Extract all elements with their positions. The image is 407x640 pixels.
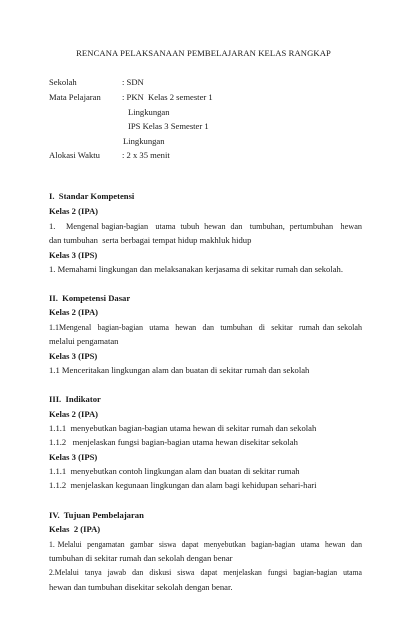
section3-item1: 1.1.1 menyebutkan bagian-bagian utama hewan di sekitar rumah dan sekolah xyxy=(49,423,317,433)
section3-item3: 1.1.1 menyebutkan contoh lingkungan alam dan buatan di sekitar rumah xyxy=(49,466,300,476)
section4-heading: IV. Tujuan Pembelajaran xyxy=(49,510,144,520)
section4-item2-line2: hewan dan tumbuhan disekitar sekolah dengan benar. xyxy=(49,582,233,592)
section4-item1-line2: tumbuhan di sekitar rumah dan sekolah dengan benar xyxy=(49,553,233,563)
sekolah-value: : SDN xyxy=(122,77,144,87)
section1-item1-line1: Mengenal bagian-bagian utama tubuh hewan dan tumbuhan, pertumbuhan hewan xyxy=(66,221,362,231)
document-title: RENCANA PELAKSANAAN PEMBELAJARAN KELAS RANGKAP xyxy=(76,48,331,58)
section1-kelas3: Kelas 3 (IPS) xyxy=(49,250,98,260)
section4-item1-line1: 1. Melalui pengamatan gambar siswa dapat menyebutkan bagian-bagian utama hewan dan xyxy=(49,539,362,549)
section2-item1-line2: melalui pengamatan xyxy=(49,336,119,346)
mapel-value-3: IPS Kelas 3 Semester 1 xyxy=(128,121,209,131)
alokasi-label: Alokasi Waktu xyxy=(49,150,100,160)
section1-kelas2: Kelas 2 (IPA) xyxy=(49,206,99,216)
section3-heading: III. Indikator xyxy=(49,394,101,404)
mapel-value-1: : PKN Kelas 2 semester 1 xyxy=(122,92,213,102)
section4-item2-line1: 2.Melalui tanya jawab dan diskusi siswa dapat menjelaskan fungsi bagian-bagian utama xyxy=(49,567,362,577)
mapel-value-4: Lingkungan xyxy=(123,136,165,146)
section1-item1-line2: dan tumbuhan serta berbagai tempat hidup makhluk hidup xyxy=(49,235,252,245)
mapel-value-2: Lingkungan xyxy=(128,107,170,117)
section2-heading: II. Kompetensi Dasar xyxy=(49,293,131,303)
alokasi-value: : 2 x 35 menit xyxy=(122,150,170,160)
section1-item1-number: 1. xyxy=(49,221,56,231)
section2-kelas3: Kelas 3 (IPS) xyxy=(49,351,98,361)
section3-kelas3: Kelas 3 (IPS) xyxy=(49,452,98,462)
section3-kelas2: Kelas 2 (IPA) xyxy=(49,409,99,419)
section1-heading: I. Standar Kompetensi xyxy=(49,191,135,201)
section2-kelas2: Kelas 2 (IPA) xyxy=(49,307,99,317)
section2-item2: 1.1 Menceritakan lingkungan alam dan buatan di sekitar rumah dan sekolah xyxy=(49,365,310,375)
section4-kelas2: Kelas 2 (IPA) xyxy=(49,524,101,534)
section3-item2: 1.1.2 menjelaskan fungsi bagian-bagian utama hewan disekitar sekolah xyxy=(49,437,298,447)
mapel-label: Mata Pelajaran xyxy=(49,92,101,102)
section3-item4: 1.1.2 menjelaskan kegunaan lingkungan dan alam bagi kehidupan sehari-hari xyxy=(49,480,317,490)
sekolah-label: Sekolah xyxy=(49,77,77,87)
section1-item2: 1. Memahami lingkungan dan melaksanakan kerjasama di sekitar rumah dan sekolah. xyxy=(49,264,344,274)
section2-item1-line1: 1.1Mengenal bagian-bagian utama hewan dan tumbuhan di sekitar rumah dan sekolah xyxy=(49,322,362,332)
